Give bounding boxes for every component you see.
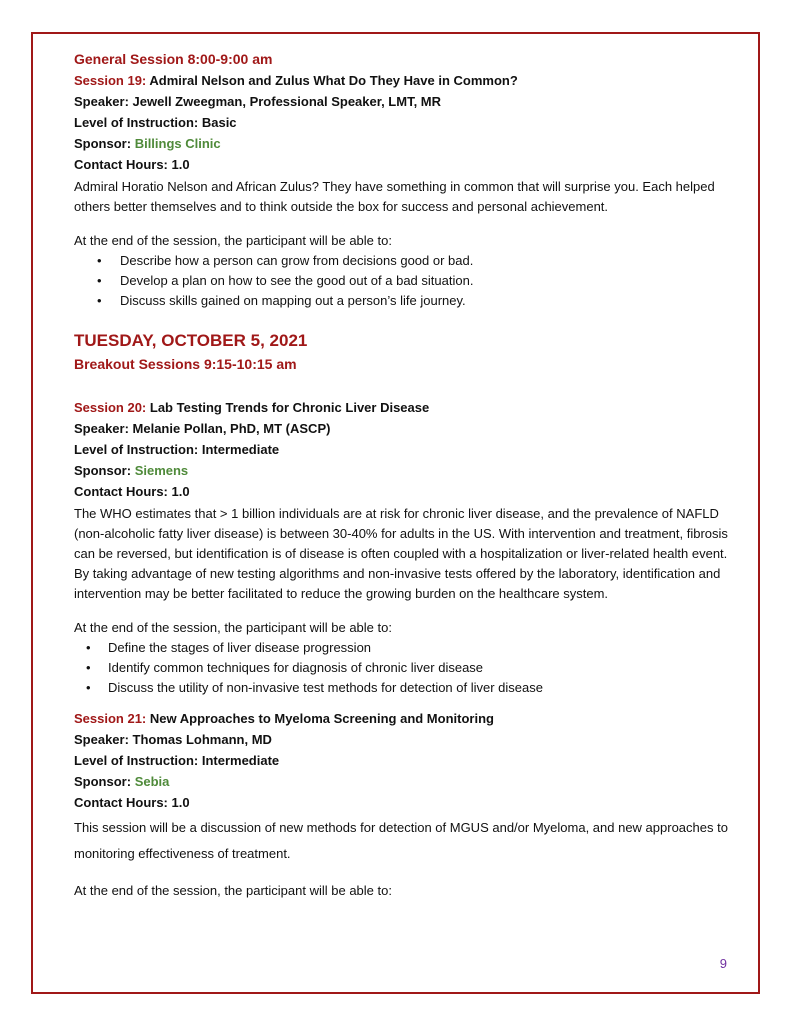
breakout-heading: Breakout Sessions 9:15-10:15 am bbox=[74, 356, 297, 372]
session-19-title: Admiral Nelson and Zulus What Do They Have in Common? bbox=[149, 73, 518, 88]
session-21-speaker: Speaker: Thomas Lohmann, MD bbox=[74, 732, 272, 747]
session-20-sponsor: Siemens bbox=[134, 463, 189, 478]
list-item: • Discuss the utility of non-invasive test methods for detection of liver disease bbox=[74, 678, 734, 698]
session-21-title: New Approaches to Myeloma Screening and Monitoring bbox=[149, 711, 494, 726]
session-19-sponsor: Billings Clinic bbox=[134, 136, 221, 151]
session-20-title: Lab Testing Trends for Chronic Liver Disease bbox=[149, 400, 430, 415]
session-19-objectives-intro: At the end of the session, the participant will be able to: bbox=[74, 233, 392, 248]
session-21-title-line bbox=[74, 708, 734, 729]
session-21-level: Level of Instruction: Intermediate bbox=[74, 753, 280, 768]
session-20-sponsor-label: Sponsor: bbox=[74, 463, 132, 478]
session-21-sponsor-label: Sponsor: bbox=[74, 774, 132, 789]
session-20-title-line bbox=[74, 397, 734, 418]
list-item: • Describe how a person can grow from decisions good or bad. bbox=[74, 251, 734, 271]
session-21-description: This session will be a discussion of new methods for detection of MGUS and/or Myeloma, and new approaches to monitoring effectiveness of treatment. bbox=[74, 820, 728, 861]
session-21-hours: Contact Hours: 1.0 bbox=[74, 795, 190, 810]
list-item: • Identify common techniques for diagnosis of chronic liver disease bbox=[74, 658, 734, 678]
session-19-number: Session 19: bbox=[74, 73, 147, 88]
page-number: 9 bbox=[719, 956, 727, 971]
session-19-description: Admiral Horatio Nelson and African Zulus? They have something in common that will surprise you. Each helped others better themselves and to think outside the box for success and personal achievement. bbox=[74, 179, 715, 214]
session-19-title-line bbox=[74, 70, 734, 91]
session-20-level: Level of Instruction: Intermediate bbox=[74, 442, 280, 457]
session-19-speaker: Speaker: Jewell Zweegman, Professional Speaker, LMT, MR bbox=[74, 94, 442, 109]
session-21-sponsor-line bbox=[74, 771, 734, 792]
list-item: • Develop a plan on how to see the good out of a bad situation. bbox=[74, 271, 734, 291]
session-20-hours: Contact Hours: 1.0 bbox=[74, 484, 190, 499]
session-19-sponsor-label: Sponsor: bbox=[74, 136, 132, 151]
session-21-number: Session 21: bbox=[74, 711, 147, 726]
page-content bbox=[74, 48, 734, 901]
session-20-number: Session 20: bbox=[74, 400, 147, 415]
session-20-objectives-intro: At the end of the session, the participant will be able to: bbox=[74, 620, 392, 635]
session-19-level: Level of Instruction: Basic bbox=[74, 115, 237, 130]
session-20-objectives bbox=[74, 638, 734, 698]
session-20-description: The WHO estimates that > 1 billion individuals are at risk for chronic liver disease, and the prevalence of NAFLD (non-alcoholic fatty liver disease) is between 30-40% for adults in the US. With intervention and treatment, fibrosis can be reversed, but identification is of disease is often coupled with a hospitalization or liver-related health event. By taking advantage of new testing algorithms and non-invasive tests offered by the laboratory, identification and intervention may be better facilitated to reduce the growing burden on the healthcare system. bbox=[74, 506, 728, 601]
session-20-speaker: Speaker: Melanie Pollan, PhD, MT (ASCP) bbox=[74, 421, 331, 436]
session-19-hours: Contact Hours: 1.0 bbox=[74, 157, 190, 172]
day-heading: TUESDAY, OCTOBER 5, 2021 bbox=[74, 331, 308, 350]
general-session-heading: General Session 8:00-9:00 am bbox=[74, 51, 273, 67]
list-item: • Discuss skills gained on mapping out a person’s life journey. bbox=[74, 291, 734, 311]
session-21-objectives-intro: At the end of the session, the participant will be able to: bbox=[74, 883, 392, 898]
list-item: • Define the stages of liver disease progression bbox=[74, 638, 734, 658]
session-19-objectives bbox=[74, 251, 734, 311]
session-20-sponsor-line bbox=[74, 460, 734, 481]
session-21-sponsor: Sebia bbox=[134, 774, 170, 789]
session-19-sponsor-line bbox=[74, 133, 734, 154]
